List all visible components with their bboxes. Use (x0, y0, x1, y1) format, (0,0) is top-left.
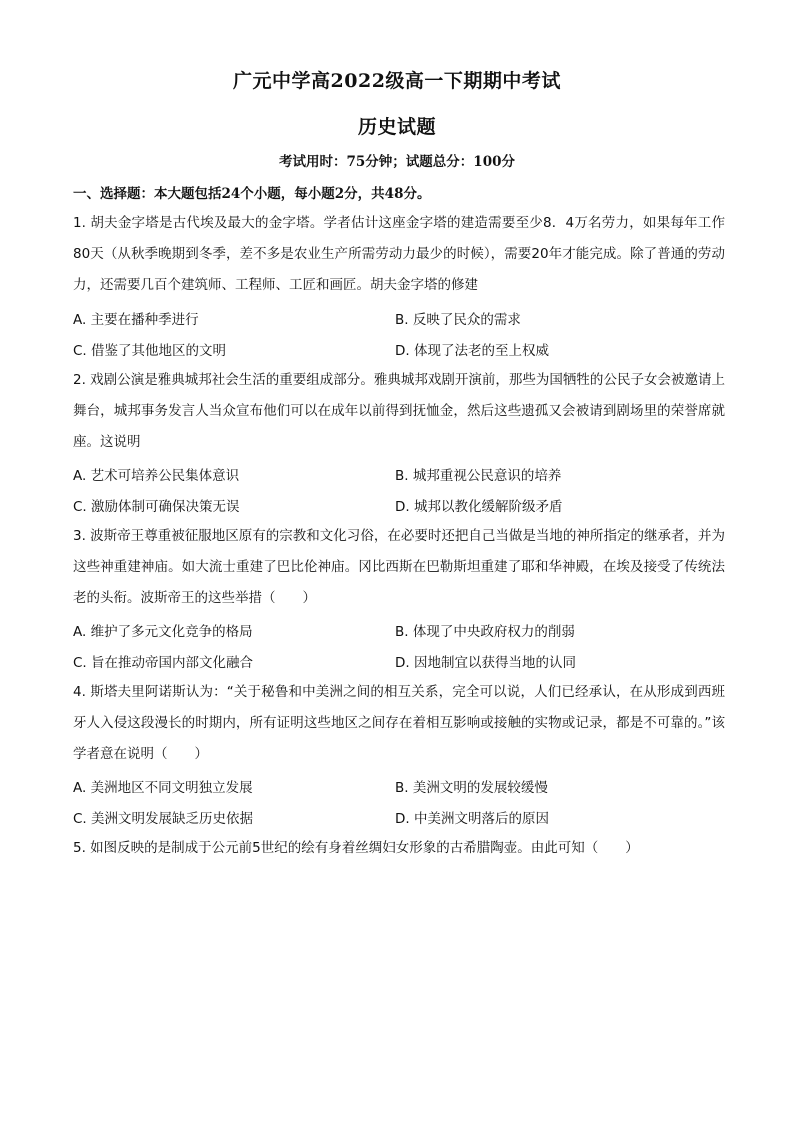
question-2-stem: 2. 戏剧公演是雅典城邦社会生活的重要组成部分。雅典城邦戏剧开演前，那些为国牺牲的公民子女会被邀请上舞台，城邦事务发言人当众宣布他们可以在成年以前得到抚恤金，然后这些遗孤又会被请到剧场里的荣誉席就座。这说明 (73, 372, 725, 450)
option-d: D. 城邦以教化缓解阶级矛盾 (395, 499, 563, 515)
option-b: B. 城邦重视公民意识的培养 (395, 468, 562, 484)
option-d: D. 体现了法老的至上权威 (395, 343, 549, 359)
option-d: D. 因地制宜以获得当地的认同 (395, 655, 576, 671)
option-b: B. 反映了民众的需求 (395, 312, 521, 328)
option-d: D. 中美洲文明落后的原因 (395, 811, 549, 827)
option-b: B. 体现了中央政府权力的削弱 (395, 624, 575, 640)
option-a: A. 艺术可培养公民集体意识 (73, 468, 240, 484)
section-heading: 一、选择题：本大题包括24个小题，每小题2分，共48分。 (73, 186, 431, 202)
question-5-stem: 5. 如图反映的是制成于公元前5世纪的绘有身着丝绸妇女形象的古希腊陶壶。由此可知（ ） (73, 840, 639, 856)
question-4-stem: 4. 斯塔夫里阿诺斯认为：“关于秘鲁和中美洲之间的相互关系，完全可以说，人们已经承认，在从形成到西班牙人入侵这段漫长的时期内，所有证明这些地区之间存在着相互影响或接触的实物或记录，都是不可靠的。”该学者意在说明（ ） (73, 684, 725, 762)
option-a: A. 维护了多元文化竞争的格局 (73, 624, 253, 640)
question-1-stem: 1. 胡夫金字塔是古代埃及最大的金字塔。学者估计这座金字塔的建造需要至少8．4万名劳力，如果每年工作80天（从秋季晚期到冬季，差不多是农业生产所需劳动力最少的时候），需要20年才能完成。除了普通的劳动力，还需要几百个建筑师、工程师、工匠和画匠。胡夫金字塔的修建 (73, 215, 725, 293)
option-b: B. 美洲文明的发展较缓慢 (395, 780, 548, 796)
option-c: C. 美洲文明发展缺乏历史依据 (73, 811, 254, 827)
question-3-stem: 3. 波斯帝王尊重被征服地区原有的宗教和文化习俗，在必要时还把自己当做是当地的神所指定的继承者，并为这些神重建神庙。如大流士重建了巴比伦神庙。冈比西斯在巴勒斯坦重建了耶和华神殿，在埃及接受了传统法老的头衔。波斯帝王的这些举措（ ） (73, 528, 725, 606)
option-c: C. 激励体制可确保决策无误 (73, 499, 240, 515)
option-c: C. 借鉴了其他地区的文明 (73, 343, 227, 359)
option-c: C. 旨在推动帝国内部文化融合 (73, 655, 254, 671)
exam-meta: 考试用时：75分钟；试题总分：100分 (279, 154, 515, 170)
exam-subject: 历史试题 (357, 116, 436, 138)
option-a: A. 主要在播种季进行 (73, 312, 199, 328)
option-a: A. 美洲地区不同文明独立发展 (73, 780, 253, 796)
exam-title: 广元中学高2022级高一下期期中考试 (233, 70, 561, 92)
